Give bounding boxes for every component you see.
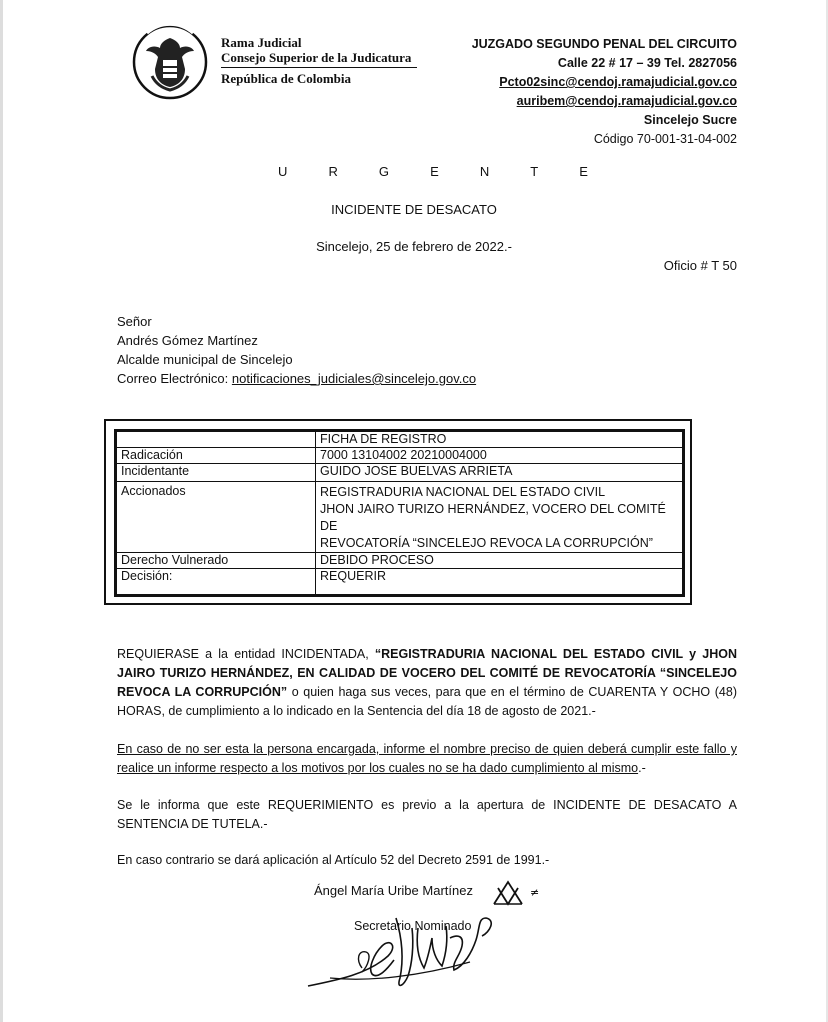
row-label: Derecho Vulnerado [117, 553, 316, 569]
urgent-letter: N [479, 164, 490, 179]
court-email-1[interactable]: Pcto02sinc@cendoj.ramajudicial.gov.co [499, 75, 737, 89]
email-label: Correo Electrónico: [117, 371, 232, 386]
paragraph-consequence: En caso contrario se dará aplicación al Artículo 52 del Decreto 2591 de 1991.- [117, 853, 550, 867]
addressee-email[interactable]: notificaciones_judiciales@sincelejo.gov.co [231, 371, 477, 386]
table-title: FICHA DE REGISTRO [316, 432, 683, 448]
paragraph-instructions [117, 740, 737, 778]
signer-role: Secretario Nominado [354, 919, 472, 933]
defendant-3: REVOCATORÍA “SINCELEJO REVOCA LA CORRUPCIÓN” [320, 536, 653, 550]
header-institution [221, 35, 417, 86]
p1-intro: REQUIERASE a la entidad INCIDENTADA, [117, 647, 375, 661]
addressee-name: Andrés Gómez Martínez [117, 333, 258, 348]
paragraph-notice: Se le informa que este REQUERIMIENTO es previo a la apertura de INCIDENTE DE DESACATO A SENTENCIA DE TUTELA.- [117, 798, 737, 831]
p2-end: .- [638, 761, 646, 775]
subject: INCIDENTE DE DESACATO [331, 202, 497, 217]
p2-underlined: En caso de no ser esta la persona encargada, informe el nombre preciso de quien deberá cumplir este fallo y realice un informe respecto a los motivos por los cuales no se ha dado cumplimiento al mismo [117, 742, 737, 775]
salutation: Señor [117, 314, 152, 329]
row-value [316, 482, 683, 553]
registration-table [104, 419, 692, 605]
defendant-1: REGISTRADURIA NACIONAL DEL ESTADO CIVIL [320, 485, 606, 499]
urgent-letter: E [430, 164, 439, 179]
signer-name: Ángel María Uribe Martínez [314, 883, 473, 898]
date-line: Sincelejo, 25 de febrero de 2022.- [316, 239, 512, 254]
urgent-letter: U [278, 164, 288, 179]
table-row [117, 569, 683, 595]
row-value: 7000 13104002 20210004000 [316, 448, 683, 464]
table-cell [117, 432, 316, 448]
handwritten-signature-icon [300, 878, 560, 998]
addressee-block [117, 312, 476, 388]
institution-name: Rama Judicial [221, 35, 302, 50]
header-court [472, 35, 737, 149]
table-row [117, 553, 683, 569]
table-row [117, 464, 683, 482]
row-value: GUIDO JOSE BUELVAS ARRIETA [316, 464, 683, 482]
court-city: Sincelejo Sucre [643, 113, 737, 127]
addressee-position: Alcalde municipal de Sincelejo [117, 352, 293, 367]
urgent-heading [278, 164, 588, 179]
court-name: JUZGADO SEGUNDO PENAL DEL CIRCUITO [471, 37, 737, 51]
court-code: Código 70-001-31-04-002 [593, 132, 737, 146]
paragraph-requirement [117, 645, 737, 721]
urgent-letter: T [530, 164, 539, 179]
council-name: Consejo Superior de la Judicatura [221, 50, 417, 68]
p1-entities: “REGISTRADURIA NACIONAL DEL ESTADO CIVIL y JHON JAIRO TURIZO HERNÁNDEZ, EN CALIDAD DE VOCERO DEL COMITÉ DE REVOCATORÍA “SINCELEJO REVOCA LA CORRUPCIÓN” [117, 647, 737, 699]
row-value: REQUERIR [316, 569, 683, 595]
table-row [117, 448, 683, 464]
row-label: Accionados [117, 482, 316, 553]
p1-terms: o quien haga sus veces, para que en el término de CUARENTA Y OCHO (48) HORAS, de cumplimiento a lo indicado en la Sentencia del día 18 de agosto de 2021.- [117, 685, 737, 718]
table-row [117, 482, 683, 553]
svg-text:≠: ≠ [530, 886, 540, 899]
court-email-2[interactable]: auribem@cendoj.ramajudicial.gov.co [516, 94, 737, 108]
country-name: República de Colombia [221, 71, 352, 86]
urgent-letter: E [579, 164, 588, 179]
colombia-seal-icon [132, 20, 208, 104]
addressee-email-line [117, 369, 476, 388]
row-label: Radicación [117, 448, 316, 464]
row-label: Decisión: [117, 569, 316, 595]
row-label: Incidentante [117, 464, 316, 482]
court-address: Calle 22 # 17 – 39 Tel. 2827056 [557, 56, 737, 70]
oficio-number: Oficio # T 50 [663, 258, 737, 273]
row-value: DEBIDO PROCESO [316, 553, 683, 569]
urgent-letter: R [328, 164, 338, 179]
defendant-2: JHON JAIRO TURIZO HERNÁNDEZ, VOCERO DEL COMITÉ DE [320, 502, 666, 533]
urgent-letter: G [378, 164, 390, 179]
